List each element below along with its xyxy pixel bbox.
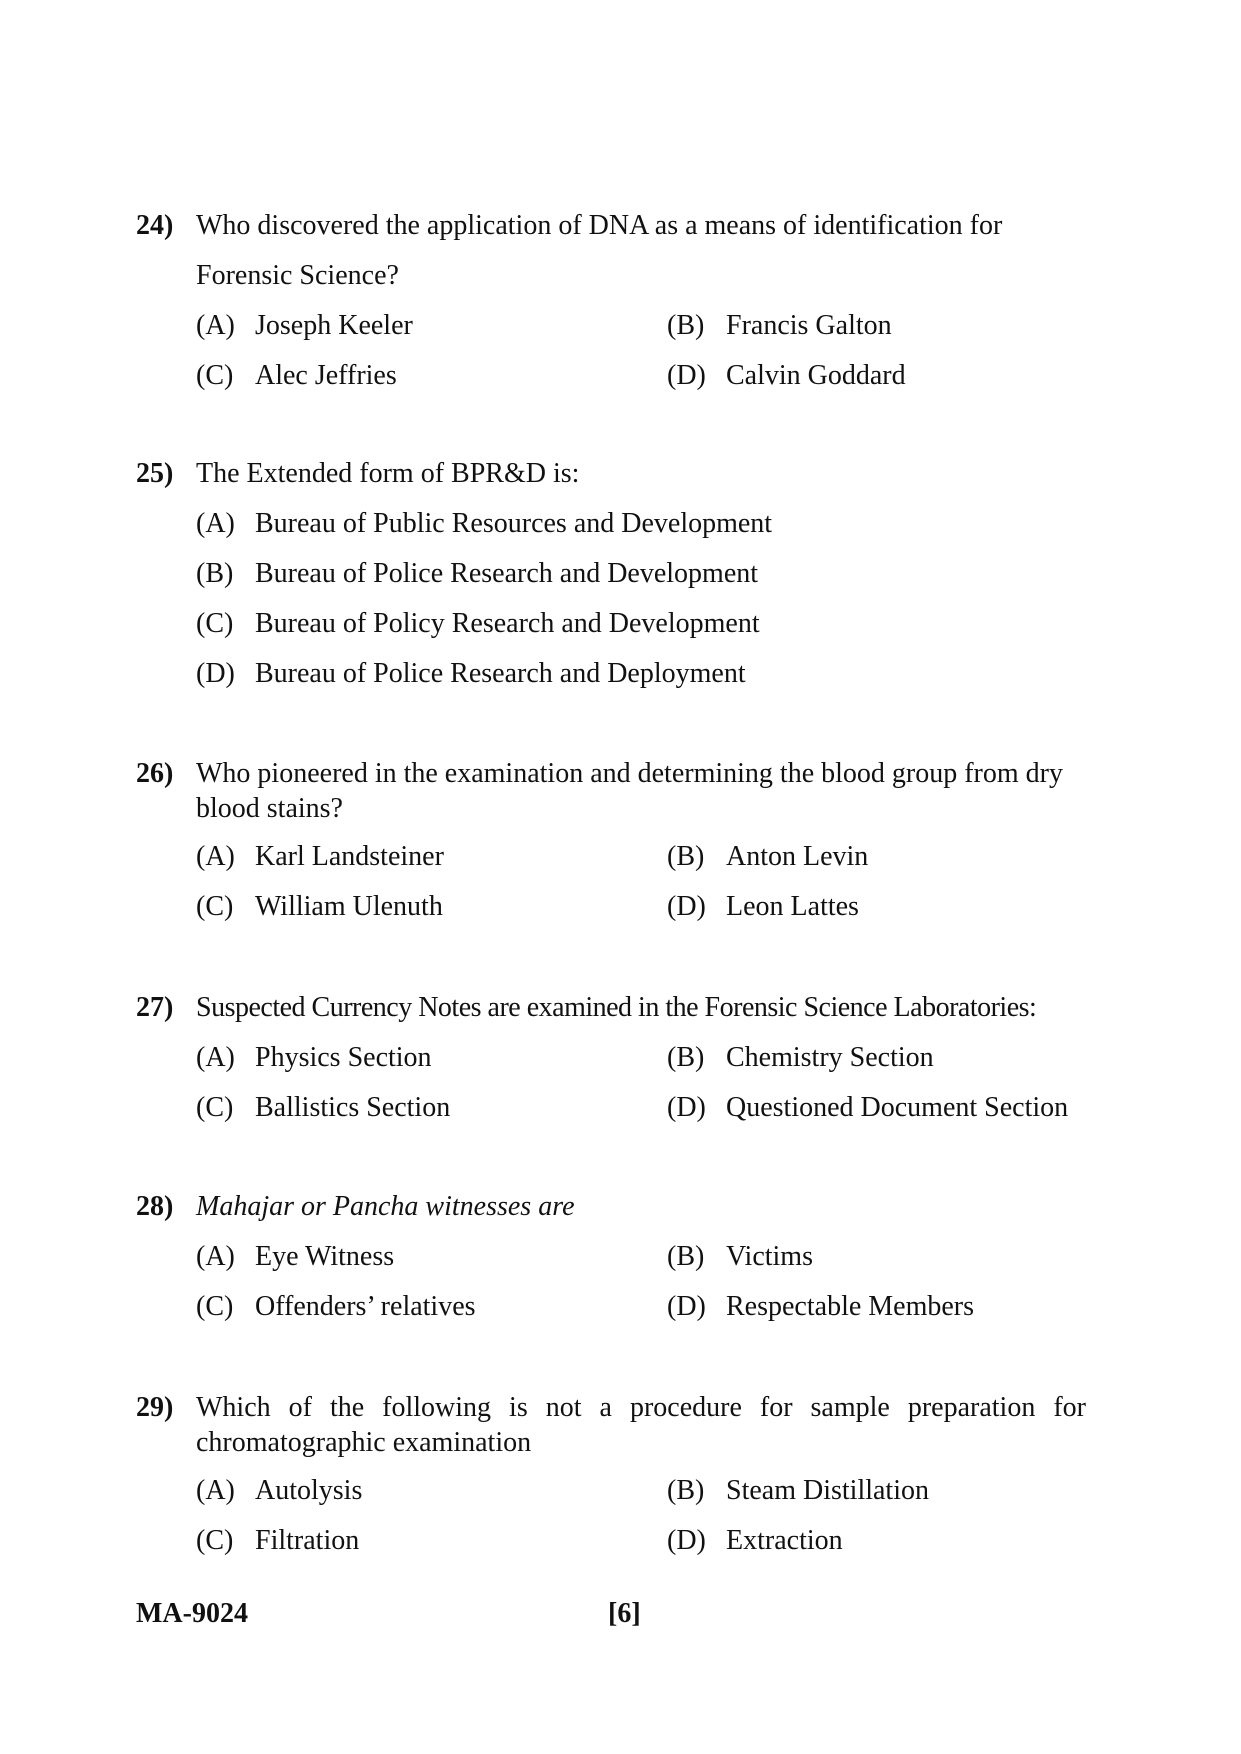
option-text: Alec Jeffries <box>255 360 397 391</box>
options <box>196 1466 1086 1566</box>
option-text: Ballistics Section <box>255 1092 451 1123</box>
option-text: Francis Galton <box>726 310 892 341</box>
option-row <box>196 499 1086 549</box>
option-a <box>196 499 772 549</box>
question-stem <box>136 983 1086 1033</box>
option-row <box>196 1033 1086 1083</box>
option-letter: (C) <box>196 360 234 391</box>
option-b <box>196 549 758 599</box>
question-number: 27) <box>136 992 174 1023</box>
option-text: Steam Distillation <box>726 1475 929 1506</box>
option-c <box>196 351 397 401</box>
question-stem <box>136 1382 1086 1466</box>
option-text: Eye Witness <box>255 1241 395 1272</box>
option-text: Bureau of Police Research and Deployment <box>255 658 746 689</box>
question-26 <box>136 748 1086 932</box>
option-b <box>667 1033 934 1083</box>
option-b <box>667 832 868 882</box>
question-29 <box>136 1382 1086 1566</box>
options <box>196 499 1086 699</box>
question-27 <box>136 983 1086 1133</box>
option-b <box>667 301 892 351</box>
option-letter: (D) <box>667 1525 706 1556</box>
option-letter: (A) <box>196 841 235 872</box>
option-c <box>196 1083 450 1133</box>
option-letter: (D) <box>667 1291 706 1322</box>
option-text: Autolysis <box>255 1475 363 1506</box>
option-text: Respectable Members <box>726 1291 975 1322</box>
option-text: Questioned Document Section <box>726 1092 1069 1123</box>
option-letter: (C) <box>196 891 234 922</box>
option-letter: (B) <box>667 310 705 341</box>
option-letter: (D) <box>667 891 706 922</box>
option-text: Filtration <box>255 1525 360 1556</box>
question-text: Suspected Currency Notes are examined in the Forensic Science Laboratories: <box>196 992 1037 1023</box>
option-row <box>196 1466 1086 1516</box>
option-text: Karl Landsteiner <box>255 841 444 872</box>
option-text: Calvin Goddard <box>726 360 906 391</box>
option-letter: (D) <box>196 658 235 689</box>
question-stem <box>136 201 1086 301</box>
option-text: Offenders’ relatives <box>255 1291 476 1322</box>
question-number: 29) <box>136 1392 174 1423</box>
paper-code: MA-9024 <box>136 1598 248 1629</box>
option-text: Victims <box>726 1241 813 1272</box>
option-letter: (C) <box>196 1092 234 1123</box>
option-letter: (D) <box>667 360 706 391</box>
option-d <box>667 882 859 932</box>
option-text: Bureau of Police Research and Development <box>255 558 759 589</box>
option-a <box>196 832 444 882</box>
option-a <box>196 301 413 351</box>
option-c <box>196 599 760 649</box>
option-c <box>196 882 443 932</box>
option-c <box>196 1282 476 1332</box>
option-d <box>196 649 746 699</box>
option-letter: (A) <box>196 1475 235 1506</box>
option-row <box>196 1282 1086 1332</box>
option-d <box>667 1282 974 1332</box>
question-25 <box>136 449 1086 699</box>
question-text: Mahajar or Pancha witnesses are <box>196 1191 575 1222</box>
option-text: Chemistry Section <box>726 1042 934 1073</box>
option-text: William Ulenuth <box>255 891 443 922</box>
option-letter: (B) <box>667 1241 705 1272</box>
question-number: 25) <box>136 458 174 489</box>
option-letter: (C) <box>196 1291 234 1322</box>
option-text: Physics Section <box>255 1042 432 1073</box>
question-number: 24) <box>136 210 174 241</box>
option-text: Anton Levin <box>726 841 869 872</box>
option-text: Leon Lattes <box>726 891 859 922</box>
option-letter: (C) <box>196 1525 234 1556</box>
options <box>196 301 1086 401</box>
option-letter: (C) <box>196 608 234 639</box>
question-number: 26) <box>136 758 174 789</box>
option-b <box>667 1232 813 1282</box>
option-letter: (A) <box>196 1241 235 1272</box>
question-text: The Extended form of BPR&D is: <box>196 458 580 489</box>
options <box>196 1232 1086 1332</box>
option-letter: (D) <box>667 1092 706 1123</box>
option-text: Bureau of Public Resources and Development <box>255 508 773 539</box>
question-24 <box>136 201 1086 401</box>
option-row <box>196 832 1086 882</box>
option-letter: (A) <box>196 310 235 341</box>
option-row <box>196 599 1086 649</box>
options <box>196 832 1086 932</box>
option-row <box>196 882 1086 932</box>
option-row <box>196 1516 1086 1566</box>
option-letter: (B) <box>667 841 705 872</box>
option-row <box>196 1232 1086 1282</box>
option-text: Bureau of Policy Research and Development <box>255 608 760 639</box>
option-a <box>196 1232 394 1282</box>
option-row <box>196 351 1086 401</box>
option-b <box>667 1466 929 1516</box>
options <box>196 1033 1086 1133</box>
question-stem <box>136 449 1086 499</box>
option-row <box>196 549 1086 599</box>
question-stem <box>136 1182 1086 1232</box>
option-d <box>667 1083 1068 1133</box>
option-row <box>196 649 1086 699</box>
option-d <box>667 351 906 401</box>
option-text: Extraction <box>726 1525 843 1556</box>
option-letter: (A) <box>196 1042 235 1073</box>
question-28 <box>136 1182 1086 1332</box>
question-stem <box>136 748 1086 832</box>
question-text: Who discovered the application of DNA as a means of identification for Forensic Science? <box>196 210 1003 291</box>
option-d <box>667 1516 843 1566</box>
question-text: Which of the following is not a procedure for sample preparation for chromatographic examination <box>196 1392 1086 1458</box>
option-c <box>196 1516 359 1566</box>
option-row <box>196 1083 1086 1133</box>
option-letter: (B) <box>196 558 234 589</box>
option-text: Joseph Keeler <box>255 310 413 341</box>
option-letter: (B) <box>667 1042 705 1073</box>
page-number: [6] <box>608 1598 641 1629</box>
question-text: Who pioneered in the examination and determining the blood group from dry blood stains? <box>196 758 1063 824</box>
option-letter: (B) <box>667 1475 705 1506</box>
option-row <box>196 301 1086 351</box>
question-number: 28) <box>136 1191 174 1222</box>
option-letter: (A) <box>196 508 235 539</box>
option-a <box>196 1033 432 1083</box>
option-a <box>196 1466 362 1516</box>
